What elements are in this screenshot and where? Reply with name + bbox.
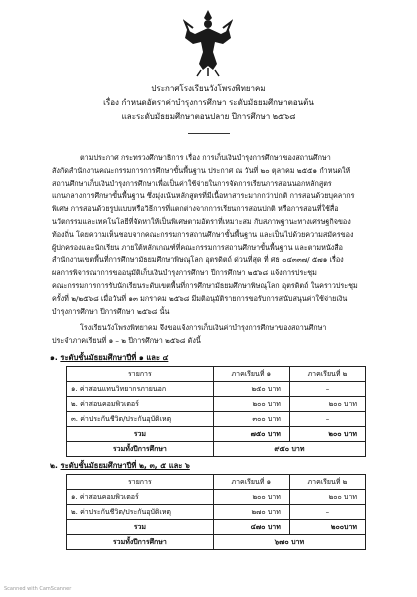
body-line: แกนกลางการศึกษาขั้นพื้นฐาน ซึ่งมุ่งเน้นหลักสูตรที่มีเนื้อหาสาระมากกว่าปกติ การสอนด้วยบุคลากร [52, 191, 355, 201]
section-1-title: ระดับชั้นมัธยมศึกษาปีที่ ๑ และ ๔ [60, 353, 169, 362]
announcement-subject-line2: และระดับมัธยมศึกษาตอนปลาย ปีการศึกษา ๒๕๖๘ [121, 112, 296, 121]
grand-total-value: ๙๕๐ บาท [213, 442, 365, 457]
sum-label: รวม [67, 520, 214, 535]
section-2-heading [50, 460, 190, 472]
announcement-title: ประกาศโรงเรียนวังโพรงพิทยาคม [151, 84, 266, 93]
body-line: ครั้งที่ ๒/๒๕๖๘ เมื่อวันที่ ๑๓ มกราคม ๒๕๖๘ มีมติอนุมัติรายการขอรับการสนับสนุนค่าใช้จ่ายเงิน [52, 293, 348, 303]
term2-amount: – [289, 412, 365, 427]
fee-table-section-2 [66, 474, 366, 550]
garuda-emblem [183, 8, 233, 78]
term1-amount: ๒๐๐ บาท [213, 490, 289, 505]
column-header: ภาคเรียนที่ ๑ [213, 367, 289, 382]
body-line: โรงเรียนวังโพรงพิทยาคม จึงขอแจ้งการเก็บเงินค่าบำรุงการศึกษาของสถานศึกษา [80, 323, 327, 332]
term2-amount: – [289, 505, 365, 520]
sum-row [67, 520, 366, 535]
fee-item-label: ๑. ค่าสอนคอมพิวเตอร์ [67, 490, 214, 505]
body-line: ท้องถิ่น โดยความเห็นชอบจากคณะกรรมการสถานศึกษาขั้นพื้นฐาน และเป็นไปด้วยความสมัครของ [52, 229, 354, 239]
body-line: ตามประกาศ กระทรวงศึกษาธิการ เรื่อง การเก็บเงินบำรุงการศึกษาของสถานศึกษา [80, 153, 331, 162]
term1-amount: ๒๐๐ บาท [213, 397, 289, 412]
section-1-heading [50, 352, 168, 364]
grand-total-value: ๖๗๐ บาท [213, 535, 365, 550]
term1-sum: ๔๗๐ บาท [213, 520, 289, 535]
body-line: สังกัดสำนักงานคณะกรรมการการศึกษาขั้นพื้นฐาน ประกาศ ณ วันที่ ๒๐ ตุลาคม ๒๕๕๑ กำหนดให้ [52, 165, 351, 175]
term2-amount: ๒๐๐ บาท [289, 490, 365, 505]
scanner-watermark: Scanned with CamScanner [4, 586, 72, 592]
grand-total-row [67, 535, 366, 550]
term1-amount: ๓๐๐ บาท [213, 412, 289, 427]
section-2-title: ระดับชั้นมัธยมศึกษาปีที่ ๒, ๓, ๕ และ ๖ [60, 461, 190, 470]
grand-total-row [67, 442, 366, 457]
term2-sum: ๒๐๐บาท [289, 520, 365, 535]
body-line: ผู้ปกครองและนักเรียน ภายใต้หลักเกณฑ์ที่คณะกรรมการสถานศึกษาขั้นพื้นฐาน และตามหนังสือ [52, 242, 343, 252]
table-header-row [67, 367, 366, 382]
term2-sum: ๒๐๐ บาท [289, 427, 365, 442]
table-row [67, 490, 366, 505]
column-header: ภาคเรียนที่ ๒ [289, 367, 365, 382]
term2-amount: ๒๐๐ บาท [289, 397, 365, 412]
grand-total-label: รวมทั้งปีการศึกษา [67, 442, 214, 457]
table-row [67, 382, 366, 397]
fee-item-label: ๒. ค่าสอนคอมพิวเตอร์ [67, 397, 214, 412]
body-line: สำนักงานเขตพื้นที่การศึกษามัธยมศึกษาพิษณุโลก อุตรดิตถ์ ด่วนที่สุด ที่ ศธ ๐๔๓๓๗/ ๕๗๑ เรื่อง [52, 255, 344, 265]
table-row [67, 505, 366, 520]
section-2-number: ๒. [50, 461, 58, 470]
fee-item-label: ๓. ค่าประกันชีวิต/ประกันอุบัติเหตุ [67, 412, 214, 427]
column-header: รายการ [67, 367, 214, 382]
column-header: ภาคเรียนที่ ๑ [213, 475, 289, 490]
header-divider [188, 133, 230, 134]
term2-amount: – [289, 382, 365, 397]
table-row [67, 412, 366, 427]
fee-item-label: ๒. ค่าประกันชีวิต/ประกันอุบัติเหตุ [67, 505, 214, 520]
body-line: คณะกรรมการการรับนักเรียนระดับเขตพื้นที่การศึกษามัธยมศึกษาพิษณุโลก อุตรดิตถ์ ในคราวประชุม [52, 281, 358, 290]
fee-item-label: ๑. ค่าสอนแทนวิทยากรภายนอก [67, 382, 214, 397]
grand-total-label: รวมทั้งปีการศึกษา [67, 535, 214, 550]
sum-row [67, 427, 366, 442]
body-line: ประจำภาคเรียนที่ ๑ – ๒ ปีการศึกษา ๒๕๖๘ ดังนี้ [52, 335, 201, 345]
body-line: นวัตกรรมและเทคโนโลยีที่จัดหาให้เป็นพิเศษตามอัตราที่เหมาะสม กับสภาพฐานะทางเศรษฐกิจของ [52, 217, 351, 226]
term1-amount: ๒๕๐ บาท [213, 382, 289, 397]
table-row [67, 397, 366, 412]
column-header: รายการ [67, 475, 214, 490]
section-1-number: ๑. [50, 353, 58, 362]
term1-sum: ๗๕๐ บาท [213, 427, 289, 442]
announcement-subject: เรื่อง กำหนดอัตราค่าบำรุงการศึกษา ระดับมัธยมศึกษาตอนต้น [103, 98, 314, 107]
column-header: ภาคเรียนที่ ๒ [289, 475, 365, 490]
table-header-row [67, 475, 366, 490]
fee-table-section-1 [66, 366, 366, 457]
sum-label: รวม [67, 427, 214, 442]
body-line: ผลการพิจารณาการขออนุมัติเก็บเงินบำรุงการศึกษา ปีการศึกษา ๒๕๖๘ แจ้งการประชุม [52, 268, 317, 278]
term1-amount: ๒๗๐ บาท [213, 505, 289, 520]
body-line: สถานศึกษาเก็บเงินบำรุงการศึกษาเพื่อเป็นค่าใช้จ่ายในการจัดการเรียนการสอนนอกหลักสูตร [52, 178, 332, 188]
body-line: บำรุงการศึกษา ปีการศึกษา ๒๕๖๘ นั้น [52, 306, 170, 316]
body-line: พิเศษ การสอนด้วยรูปแบบหรือวิธีการที่แตกต่างจากการเรียนการสอนปกติ หรือการสอนที่ใช้สื่อ [52, 204, 339, 214]
